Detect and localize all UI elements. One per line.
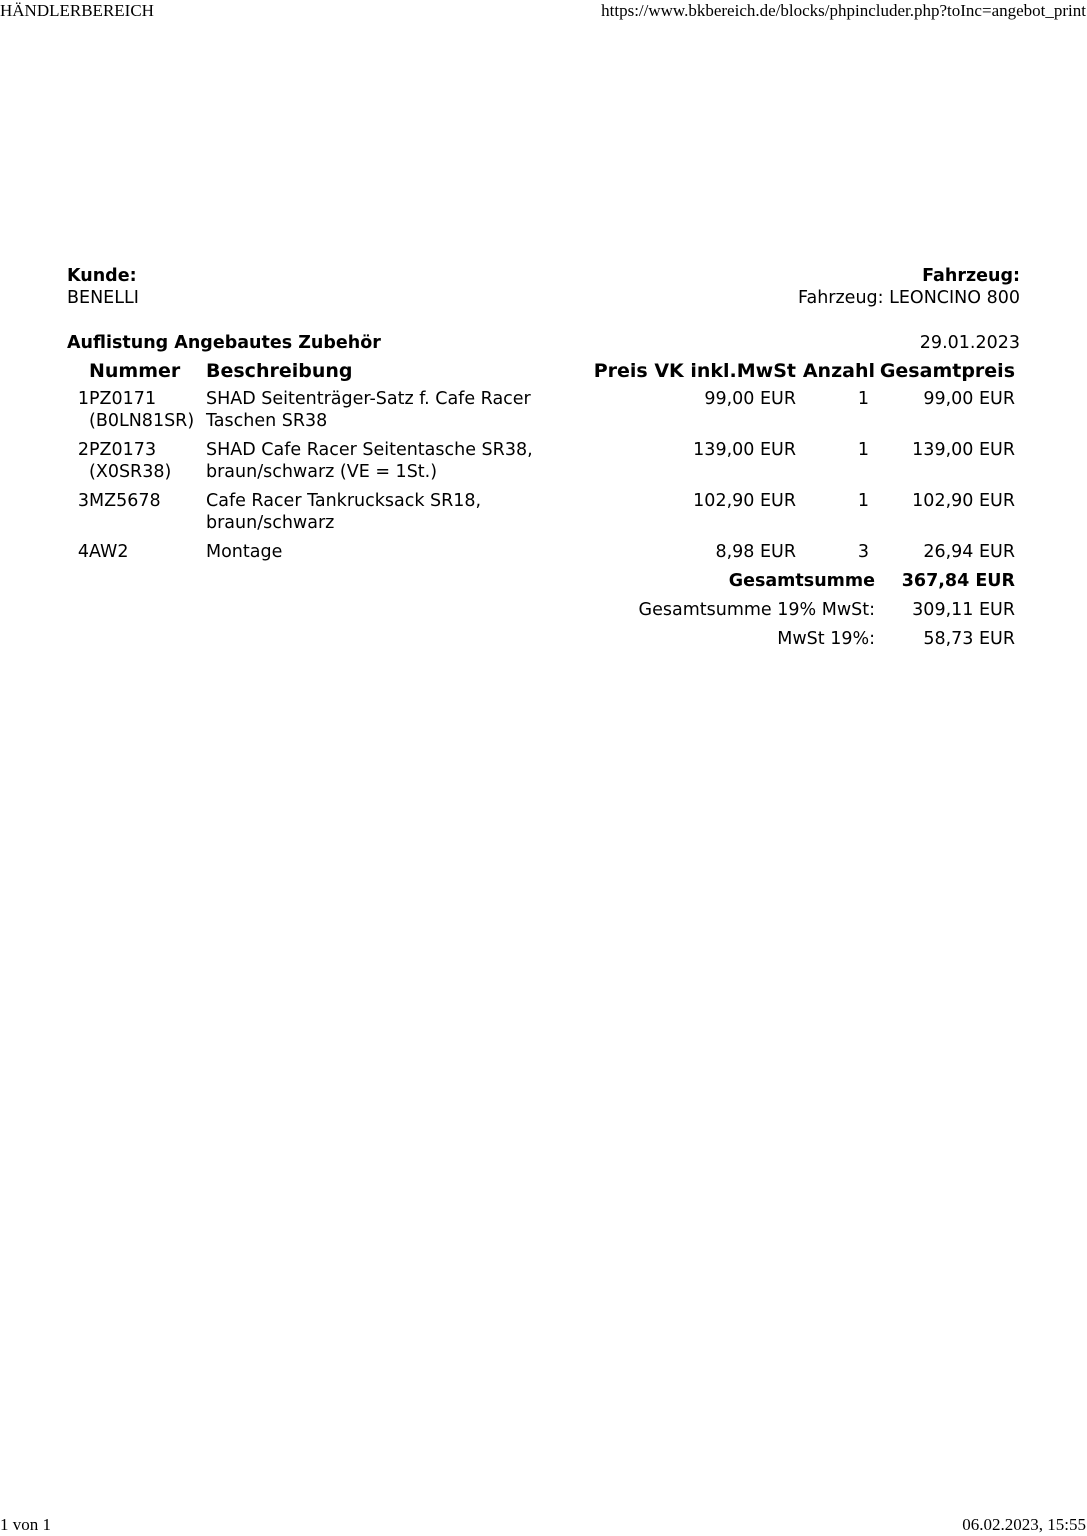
row-quantity: 1	[857, 440, 869, 460]
row-number-line: PZ0173	[89, 440, 157, 460]
row-description	[206, 541, 551, 570]
table-row	[67, 388, 1019, 439]
row-number	[89, 388, 206, 439]
row-number	[89, 490, 206, 541]
row-number-line: MZ5678	[89, 491, 161, 511]
row-total: 26,94 EUR	[923, 542, 1015, 562]
net-total-label: Gesamtsumme 19% MwSt:	[638, 600, 875, 620]
table-row	[67, 541, 1019, 570]
vat-row	[67, 628, 1019, 657]
row-position: 4	[77, 542, 89, 562]
table-header-row	[67, 358, 1019, 388]
print-header-url: https://www.bkbereich.de/blocks/phpincluder.php?toInc=angebot_print	[601, 1, 1086, 20]
row-description-line: Cafe Racer Tankrucksack SR18,	[206, 491, 482, 511]
row-quantity: 1	[857, 491, 869, 511]
table-row	[67, 439, 1019, 490]
vehicle-label: Fahrzeug:	[922, 266, 1020, 286]
row-description-line: SHAD Seitenträger-Satz f. Cafe Racer	[206, 389, 531, 409]
row-quantity: 3	[857, 542, 869, 562]
row-quantity: 1	[857, 389, 869, 409]
row-description	[206, 388, 551, 439]
row-total: 102,90 EUR	[912, 491, 1015, 511]
page-counter: 1 von 1	[0, 1515, 51, 1534]
row-description	[206, 490, 551, 541]
accessory-table	[67, 358, 1019, 657]
section-title: Auflistung Angebautes Zubehör	[67, 333, 381, 353]
row-description-line: braun/schwarz	[206, 513, 335, 533]
vehicle-model: Fahrzeug: LEONCINO 800	[798, 288, 1020, 308]
header-position	[67, 358, 89, 388]
customer-label: Kunde:	[67, 266, 137, 286]
row-number	[89, 439, 206, 490]
row-total: 139,00 EUR	[912, 440, 1015, 460]
print-timestamp: 06.02.2023, 15:55	[962, 1515, 1086, 1534]
customer-name: BENELLI	[67, 288, 139, 308]
header-number: Nummer	[89, 360, 181, 382]
header-description: Beschreibung	[206, 360, 353, 382]
row-position: 2	[77, 440, 89, 460]
row-number-line: PZ0171	[89, 389, 157, 409]
row-number-line: AW2	[89, 542, 129, 562]
net-total-value: 309,11 EUR	[912, 600, 1015, 620]
grand-total-value: 367,84 EUR	[901, 571, 1015, 591]
vat-value: 58,73 EUR	[923, 629, 1015, 649]
row-description-line: Taschen SR38	[206, 411, 328, 431]
row-price: 99,00 EUR	[704, 389, 796, 409]
row-description-line: braun/schwarz (VE = 1St.)	[206, 462, 438, 482]
grand-total-label: Gesamtsumme	[728, 571, 875, 591]
row-description-line: SHAD Cafe Racer Seitentasche SR38,	[206, 440, 533, 460]
document-date: 29.01.2023	[919, 333, 1020, 353]
header-price: Preis VK inkl.MwSt	[593, 360, 796, 382]
net-total-row	[67, 599, 1019, 628]
header-total: Gesamtpreis	[879, 360, 1015, 382]
row-price: 102,90 EUR	[693, 491, 796, 511]
row-number-line: (X0SR38)	[89, 462, 172, 482]
row-total: 99,00 EUR	[923, 389, 1015, 409]
row-price: 139,00 EUR	[693, 440, 796, 460]
header-quantity: Anzahl	[802, 360, 875, 382]
row-description	[206, 439, 551, 490]
row-price: 8,98 EUR	[715, 542, 796, 562]
row-number-line: (B0LN81SR)	[89, 411, 195, 431]
vat-label: MwSt 19%:	[777, 629, 875, 649]
table-row	[67, 490, 1019, 541]
grand-total-row	[67, 570, 1019, 599]
row-description-line: Montage	[206, 542, 283, 562]
row-position: 1	[77, 389, 89, 409]
row-number	[89, 541, 206, 570]
row-position: 3	[77, 491, 89, 511]
print-header-title: HÄNDLERBEREICH	[0, 1, 154, 20]
